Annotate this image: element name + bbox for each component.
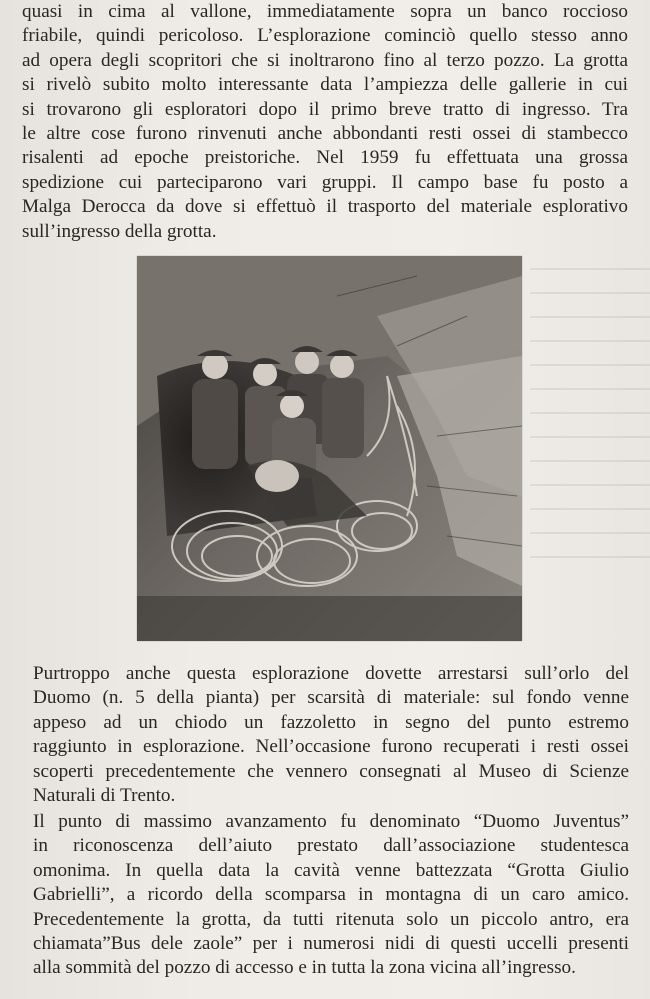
paragraph-middle bbox=[33, 662, 629, 808]
text-line: sull’ingresso della grotta. bbox=[22, 220, 217, 242]
text-line: Precedentemente la grotta, da tutti ritenuta solo un piccolo antro, era bbox=[33, 908, 629, 930]
text-line: chiamata”Bus dele zaole” per i numerosi nidi di questi uccelli presenti bbox=[33, 933, 629, 955]
text-line: risalenti ad epoche preistoriche. Nel 1959 fu effettuata una grossa bbox=[22, 147, 628, 169]
text-line: spedizione cui parteciparono vari gruppi. Il campo base fu posto a bbox=[22, 171, 628, 193]
text-line: Gabrielli”, a ricordo della scomparsa in montagna di un caro amico. bbox=[33, 884, 629, 906]
cavers-photo-illustration bbox=[137, 256, 522, 641]
text-line: Il punto di massimo avanzamento fu denominato “Duomo Juventus” bbox=[33, 811, 629, 832]
paragraph-bottom bbox=[33, 810, 629, 981]
paragraph-top bbox=[22, 0, 628, 244]
text-line: appeso ad un chiodo un fazzoletto in segno del punto estremo bbox=[33, 711, 629, 733]
text-line: Duomo (n. 5 della pianta) per scarsità di materiale: sul fondo venne bbox=[33, 687, 629, 709]
text-line: omonima. In quella data la cavità venne battezzata “Grotta Giulio bbox=[33, 859, 629, 881]
text-line: Naturali di Trento. bbox=[33, 785, 176, 807]
text-line: Purtroppo anche questa esplorazione dovette arrestarsi sull’orlo del bbox=[33, 663, 629, 684]
text-line: friabile, quindi pericoloso. L’esplorazione cominciò quello stesso anno bbox=[22, 25, 628, 47]
text-line: le altre cose furono rinvenuti anche abbondanti resti ossei di stambecco bbox=[22, 123, 628, 145]
bleed-through-texture bbox=[530, 250, 650, 580]
text-line: si rivelò subito molto interessante data l’ampiezza delle gallerie in cui bbox=[22, 74, 628, 96]
text-line: quasi in cima al vallone, immediatamente sopra un banco roccioso bbox=[22, 1, 628, 22]
text-line: scoperti precedentemente che vennero consegnati al Museo di Scienze bbox=[33, 760, 629, 782]
text-line: in riconoscenza dell’aiuto prestato dall’associazione studentesca bbox=[33, 835, 629, 857]
text-line: ad opera degli scopritori che si inoltrarono fino al terzo pozzo. La grotta bbox=[22, 49, 628, 71]
cavers-photo bbox=[137, 256, 522, 641]
text-line: alla sommità del pozzo di accesso e in tutta la zona vicina all’ingresso. bbox=[33, 957, 576, 979]
text-line: raggiunto in esplorazione. Nell’occasione furono recuperati i resti ossei bbox=[33, 736, 629, 758]
text-line: si trovarono gli esploratori dopo il primo breve tratto di ingresso. Tra bbox=[22, 98, 628, 120]
text-line: Malga Derocca da dove si effettuò il trasporto del materiale esplorativo bbox=[22, 196, 628, 218]
